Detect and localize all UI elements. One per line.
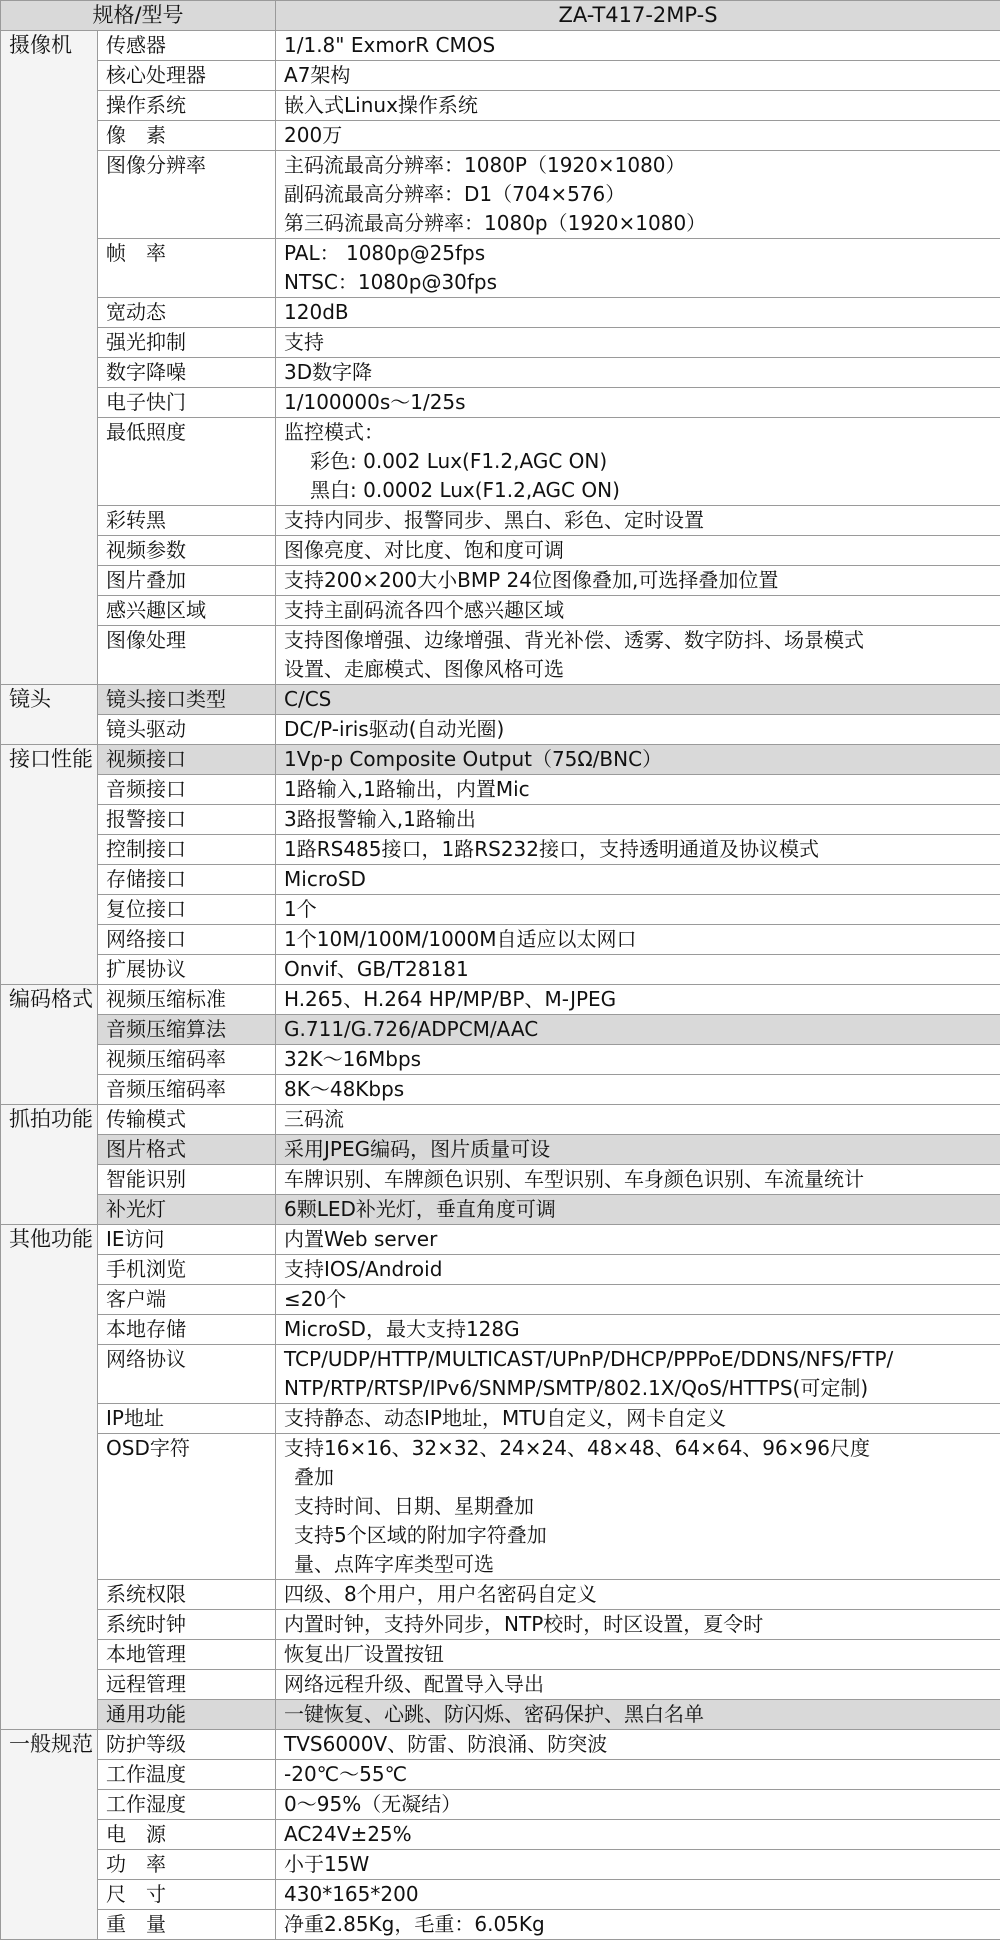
spec-value-line: 支持 (284, 328, 1000, 357)
spec-value (276, 1910, 1000, 1940)
spec-value (276, 925, 1000, 955)
section-category: 接口性能 (1, 745, 98, 985)
spec-value-line: MicroSD (284, 865, 1000, 894)
spec-value (276, 1075, 1000, 1105)
spec-value (276, 1045, 1000, 1075)
spec-value (276, 1580, 1000, 1610)
spec-value (276, 596, 1000, 626)
spec-value-line: H.265、H.264 HP/MP/BP、M-JPEG (284, 985, 1000, 1014)
spec-body (1, 31, 1000, 1940)
spec-label: OSD字符 (98, 1434, 276, 1580)
spec-value (276, 1315, 1000, 1345)
spec-value-line: A7架构 (284, 61, 1000, 90)
spec-value (276, 745, 1000, 775)
spec-row (1, 925, 1000, 955)
spec-label: 网络协议 (98, 1345, 276, 1404)
spec-label: 操作系统 (98, 91, 276, 121)
spec-row (1, 1730, 1000, 1760)
spec-row (1, 685, 1000, 715)
spec-label: IP地址 (98, 1404, 276, 1434)
spec-value (276, 805, 1000, 835)
spec-label: 视频压缩码率 (98, 1045, 276, 1075)
spec-value-line: 支持时间、日期、星期叠加 (284, 1492, 1000, 1521)
spec-value-line: 网络远程升级、配置导入导出 (284, 1670, 1000, 1699)
spec-label: 视频参数 (98, 536, 276, 566)
section-category: 抓拍功能 (1, 1105, 98, 1225)
spec-row (1, 121, 1000, 151)
spec-label: 电 源 (98, 1820, 276, 1850)
spec-value (276, 328, 1000, 358)
spec-label: 通用功能 (98, 1700, 276, 1730)
spec-row (1, 1075, 1000, 1105)
header-row (1, 1, 1000, 31)
spec-label: 本地管理 (98, 1640, 276, 1670)
spec-value (276, 239, 1000, 298)
spec-value (276, 1255, 1000, 1285)
spec-label: 图片叠加 (98, 566, 276, 596)
spec-label: 音频压缩算法 (98, 1015, 276, 1045)
spec-value-line: 支持图像增强、边缘增强、背光补偿、透雾、数字防抖、场景模式 (284, 626, 1000, 655)
spec-value-line: 支持5个区域的附加字符叠加 (284, 1521, 1000, 1550)
spec-value-line: 叠加 (284, 1463, 1000, 1492)
spec-label: 感兴趣区域 (98, 596, 276, 626)
spec-label: 系统时钟 (98, 1610, 276, 1640)
spec-value (276, 1790, 1000, 1820)
spec-row (1, 536, 1000, 566)
spec-value (276, 1404, 1000, 1434)
spec-label: 远程管理 (98, 1670, 276, 1700)
spec-value-line: 430*165*200 (284, 1880, 1000, 1909)
spec-row (1, 985, 1000, 1015)
spec-value (276, 895, 1000, 925)
spec-value-line: 量、点阵字库类型可选 (284, 1550, 1000, 1579)
spec-row (1, 328, 1000, 358)
spec-value (276, 626, 1000, 685)
spec-row (1, 1165, 1000, 1195)
spec-row (1, 1640, 1000, 1670)
spec-label: 彩转黑 (98, 506, 276, 536)
spec-label: 电子快门 (98, 388, 276, 418)
spec-value-line: 1Vp-p Composite Output（75Ω/BNC） (284, 745, 1000, 774)
spec-value-line: 3路报警输入,1路输出 (284, 805, 1000, 834)
spec-row (1, 1850, 1000, 1880)
spec-label: 宽动态 (98, 298, 276, 328)
spec-row (1, 31, 1000, 61)
spec-label: 报警接口 (98, 805, 276, 835)
spec-row (1, 1700, 1000, 1730)
spec-value (276, 506, 1000, 536)
spec-row (1, 865, 1000, 895)
spec-row (1, 1760, 1000, 1790)
spec-value (276, 91, 1000, 121)
spec-value-line: 8K～48Kbps (284, 1075, 1000, 1104)
spec-value-line: 副码流最高分辨率：D1（704×576） (284, 180, 1000, 209)
spec-value-line: MicroSD，最大支持128G (284, 1315, 1000, 1344)
spec-value-line: 图像亮度、对比度、饱和度可调 (284, 536, 1000, 565)
spec-label: 镜头接口类型 (98, 685, 276, 715)
spec-value (276, 566, 1000, 596)
spec-value-line: C/CS (284, 685, 1000, 714)
spec-row (1, 1820, 1000, 1850)
spec-row (1, 1670, 1000, 1700)
spec-value (276, 388, 1000, 418)
spec-row (1, 1285, 1000, 1315)
spec-row (1, 596, 1000, 626)
spec-row (1, 745, 1000, 775)
spec-value-line: 0～95%（无凝结） (284, 1790, 1000, 1819)
spec-value (276, 1225, 1000, 1255)
spec-label: 数字降噪 (98, 358, 276, 388)
spec-label: 图片格式 (98, 1135, 276, 1165)
spec-row (1, 1610, 1000, 1640)
spec-row (1, 151, 1000, 239)
spec-row (1, 91, 1000, 121)
spec-row (1, 895, 1000, 925)
section-category: 编码格式 (1, 985, 98, 1105)
spec-value-line: 采用JPEG编码，图片质量可设 (284, 1135, 1000, 1164)
spec-value-line: 32K～16Mbps (284, 1045, 1000, 1074)
spec-label: 镜头驱动 (98, 715, 276, 745)
spec-label: 功 率 (98, 1850, 276, 1880)
spec-row (1, 358, 1000, 388)
spec-value-line: AC24V±25% (284, 1820, 1000, 1849)
spec-label: 手机浏览 (98, 1255, 276, 1285)
spec-value (276, 985, 1000, 1015)
spec-value-line: 支持静态、动态IP地址，MTU自定义，网卡自定义 (284, 1404, 1000, 1433)
spec-value-line: 小于15W (284, 1850, 1000, 1879)
spec-row (1, 61, 1000, 91)
spec-value-line: 第三码流最高分辨率：1080p（1920×1080） (284, 209, 1000, 238)
spec-value-line: 3D数字降 (284, 358, 1000, 387)
spec-row (1, 418, 1000, 506)
section-category: 摄像机 (1, 31, 98, 685)
spec-value-line: 支持内同步、报警同步、黑白、彩色、定时设置 (284, 506, 1000, 535)
spec-label: 强光抑制 (98, 328, 276, 358)
spec-value-line: 四级、8个用户，用户名密码自定义 (284, 1580, 1000, 1609)
spec-value-line: 内置时钟，支持外同步，NTP校时，时区设置，夏令时 (284, 1610, 1000, 1639)
spec-value (276, 1345, 1000, 1404)
spec-value-line: 彩色: 0.002 Lux(F1.2,AGC ON) (284, 447, 1000, 476)
section-category: 镜头 (1, 685, 98, 745)
spec-row (1, 1434, 1000, 1580)
spec-value-line: DC/P-iris驱动(自动光圈) (284, 715, 1000, 744)
spec-value-line: G.711/G.726/ADPCM/AAC (284, 1015, 1000, 1044)
spec-value-line: Onvif、GB/T28181 (284, 955, 1000, 984)
spec-value-line: TCP/UDP/HTTP/MULTICAST/UPnP/DHCP/PPPoE/DDNS/NFS/FTP/ (284, 1345, 1000, 1374)
spec-label: 补光灯 (98, 1195, 276, 1225)
spec-label: 控制接口 (98, 835, 276, 865)
spec-row (1, 1790, 1000, 1820)
spec-value (276, 1880, 1000, 1910)
spec-row (1, 626, 1000, 685)
spec-value-line: 1个 (284, 895, 1000, 924)
spec-label: 音频接口 (98, 775, 276, 805)
spec-row (1, 1045, 1000, 1075)
spec-value (276, 61, 1000, 91)
spec-row (1, 1015, 1000, 1045)
spec-value-line: 嵌入式Linux操作系统 (284, 91, 1000, 120)
spec-value-line: 6颗LED补光灯，垂直角度可调 (284, 1195, 1000, 1224)
spec-value (276, 358, 1000, 388)
spec-value (276, 955, 1000, 985)
spec-row (1, 298, 1000, 328)
spec-label: 扩展协议 (98, 955, 276, 985)
section-category: 其他功能 (1, 1225, 98, 1730)
spec-value (276, 1670, 1000, 1700)
spec-label: 网络接口 (98, 925, 276, 955)
header-model-value: ZA-T417-2MP-S (276, 1, 1000, 31)
spec-label: 视频接口 (98, 745, 276, 775)
spec-label: 最低照度 (98, 418, 276, 506)
spec-value (276, 1434, 1000, 1580)
spec-label: 重 量 (98, 1910, 276, 1940)
spec-value (276, 151, 1000, 239)
spec-value-line: ≤20个 (284, 1285, 1000, 1314)
spec-label: 本地存储 (98, 1315, 276, 1345)
spec-value-line: 净重2.85Kg，毛重：6.05Kg (284, 1910, 1000, 1939)
spec-label: 复位接口 (98, 895, 276, 925)
spec-label: 传输模式 (98, 1105, 276, 1135)
spec-value-line: 黑白: 0.0002 Lux(F1.2,AGC ON) (284, 476, 1000, 505)
spec-value-line: 支持IOS/Android (284, 1255, 1000, 1284)
spec-value (276, 536, 1000, 566)
spec-value (276, 685, 1000, 715)
spec-value (276, 1610, 1000, 1640)
spec-value (276, 31, 1000, 61)
spec-value-line: 三码流 (284, 1105, 1000, 1134)
spec-value-line: 支持主副码流各四个感兴趣区域 (284, 596, 1000, 625)
spec-row (1, 805, 1000, 835)
spec-value (276, 1760, 1000, 1790)
spec-row (1, 1315, 1000, 1345)
spec-label: 传感器 (98, 31, 276, 61)
header-model-label: 规格/型号 (1, 1, 276, 31)
spec-label: 客户端 (98, 1285, 276, 1315)
spec-label: 智能识别 (98, 1165, 276, 1195)
spec-label: 图像处理 (98, 626, 276, 685)
spec-value-line: 1个10M/100M/1000M自适应以太网口 (284, 925, 1000, 954)
spec-value-line: 恢复出厂设置按钮 (284, 1640, 1000, 1669)
spec-row (1, 775, 1000, 805)
spec-value-line: 内置Web server (284, 1225, 1000, 1254)
spec-value (276, 1850, 1000, 1880)
spec-label: 帧 率 (98, 239, 276, 298)
spec-row (1, 388, 1000, 418)
spec-label: 防护等级 (98, 1730, 276, 1760)
spec-value-line: 监控模式： (284, 418, 1000, 447)
spec-value (276, 298, 1000, 328)
spec-label: 工作湿度 (98, 1790, 276, 1820)
spec-label: IE访问 (98, 1225, 276, 1255)
spec-label: 工作温度 (98, 1760, 276, 1790)
spec-row (1, 1195, 1000, 1225)
spec-value (276, 418, 1000, 506)
spec-value (276, 1165, 1000, 1195)
spec-value (276, 1195, 1000, 1225)
spec-row (1, 566, 1000, 596)
spec-value-line: 1/100000s～1/25s (284, 388, 1000, 417)
spec-value-line: 支持200×200大小BMP 24位图像叠加,可选择叠加位置 (284, 566, 1000, 595)
spec-value-line: 120dB (284, 298, 1000, 327)
spec-row (1, 1225, 1000, 1255)
spec-label: 图像分辨率 (98, 151, 276, 239)
spec-value (276, 835, 1000, 865)
spec-value (276, 1285, 1000, 1315)
spec-label: 存储接口 (98, 865, 276, 895)
spec-value (276, 1015, 1000, 1045)
spec-value (276, 1820, 1000, 1850)
spec-value (276, 1730, 1000, 1760)
spec-row (1, 1880, 1000, 1910)
spec-value (276, 775, 1000, 805)
spec-row (1, 1404, 1000, 1434)
spec-value (276, 121, 1000, 151)
spec-label: 视频压缩标准 (98, 985, 276, 1015)
spec-row (1, 1910, 1000, 1940)
spec-row (1, 955, 1000, 985)
spec-value (276, 1640, 1000, 1670)
section-category: 一般规范 (1, 1730, 98, 1940)
spec-label: 核心处理器 (98, 61, 276, 91)
spec-label: 尺 寸 (98, 1880, 276, 1910)
spec-row (1, 1345, 1000, 1404)
spec-value-line: 200万 (284, 121, 1000, 150)
spec-value (276, 715, 1000, 745)
spec-value-line: 主码流最高分辨率：1080P（1920×1080） (284, 151, 1000, 180)
spec-row (1, 1580, 1000, 1610)
spec-value-line: -20℃～55℃ (284, 1760, 1000, 1789)
spec-value-line: 一键恢复、心跳、防闪烁、密码保护、黑白名单 (284, 1700, 1000, 1729)
spec-row (1, 506, 1000, 536)
spec-value-line: 1/1.8" ExmorR CMOS (284, 31, 1000, 60)
spec-value-line: TVS6000V、防雷、防浪涌、防突波 (284, 1730, 1000, 1759)
spec-value-line: 1路输入,1路输出，内置Mic (284, 775, 1000, 804)
spec-value (276, 1105, 1000, 1135)
spec-value-line: 车牌识别、车牌颜色识别、车型识别、车身颜色识别、车流量统计 (284, 1165, 1000, 1194)
spec-value-line: 1路RS485接口，1路RS232接口，支持透明通道及协议模式 (284, 835, 1000, 864)
spec-value-line: 设置、走廊模式、图像风格可选 (284, 655, 1000, 684)
spec-row (1, 715, 1000, 745)
spec-row (1, 239, 1000, 298)
spec-row (1, 1255, 1000, 1285)
spec-row (1, 1135, 1000, 1165)
spec-value-line: 支持16×16、32×32、24×24、48×48、64×64、96×96尺度 (284, 1434, 1000, 1463)
spec-label: 像 素 (98, 121, 276, 151)
spec-value (276, 865, 1000, 895)
spec-value-line: NTSC：1080p@30fps (284, 268, 1000, 297)
spec-value-line: NTP/RTP/RTSP/IPv6/SNMP/SMTP/802.1X/QoS/HTTPS(可定制) (284, 1374, 1000, 1403)
spec-label: 音频压缩码率 (98, 1075, 276, 1105)
spec-value (276, 1700, 1000, 1730)
spec-label: 系统权限 (98, 1580, 276, 1610)
spec-row (1, 1105, 1000, 1135)
spec-value-line: PAL： 1080p@25fps (284, 239, 1000, 268)
spec-row (1, 835, 1000, 865)
spec-value (276, 1135, 1000, 1165)
